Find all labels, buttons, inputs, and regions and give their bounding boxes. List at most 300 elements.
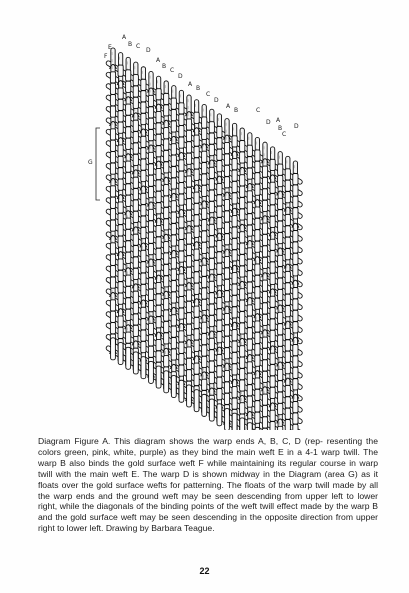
warp-float xyxy=(202,231,207,242)
warp-float xyxy=(232,387,237,398)
warp-float xyxy=(110,197,115,208)
warp-float xyxy=(255,389,260,400)
warp-float xyxy=(186,358,191,369)
warp-float xyxy=(217,320,222,331)
warp-float xyxy=(285,249,290,260)
warp-float xyxy=(133,97,138,108)
warp-float xyxy=(133,257,138,268)
warp-end xyxy=(202,394,207,416)
warp-float xyxy=(217,126,222,137)
warp-float xyxy=(209,144,214,155)
warp-float xyxy=(186,313,191,324)
warp-float xyxy=(118,111,123,122)
warp-float xyxy=(148,346,153,357)
warp-float xyxy=(232,181,237,192)
warp-float xyxy=(179,228,184,239)
warp-float xyxy=(232,398,237,409)
warp-float xyxy=(133,268,138,279)
warp-float xyxy=(179,217,184,228)
warp-float xyxy=(278,289,283,300)
warp-float xyxy=(240,175,245,186)
warp-float xyxy=(148,107,153,118)
warp-float xyxy=(217,263,222,274)
warp-float xyxy=(217,332,222,343)
warp-float xyxy=(118,168,123,179)
warp-float xyxy=(202,379,207,390)
warp-float xyxy=(224,325,229,336)
warp-float xyxy=(164,219,169,230)
warp-float xyxy=(133,234,138,245)
warp-float xyxy=(209,167,214,178)
warp-float xyxy=(126,161,131,172)
warp-float xyxy=(285,340,290,351)
warp-float xyxy=(247,248,252,259)
warp-float xyxy=(110,186,115,197)
warp-float xyxy=(179,114,184,125)
warp-float xyxy=(285,385,290,396)
warp-float xyxy=(194,329,199,340)
warp-float xyxy=(126,172,131,183)
warp-float xyxy=(255,287,260,298)
warp-end xyxy=(209,399,214,421)
warp-float xyxy=(262,280,267,291)
warp-float xyxy=(141,262,146,273)
warp-float xyxy=(240,369,245,380)
warp-float xyxy=(224,313,229,324)
warp-label-a-2: A xyxy=(156,57,161,64)
warp-float xyxy=(179,331,184,342)
warp-float xyxy=(278,346,283,357)
warp-float xyxy=(240,186,245,197)
warp-float xyxy=(240,266,245,277)
warp-float xyxy=(293,196,298,207)
warp-float xyxy=(247,305,252,316)
warp-float xyxy=(202,128,207,139)
warp-float xyxy=(262,223,267,234)
warp-float xyxy=(255,241,260,252)
warp-float xyxy=(126,81,131,92)
warp-float xyxy=(217,240,222,251)
warp-float xyxy=(224,348,229,359)
warp-label-d-top: D xyxy=(146,47,151,54)
warp-float xyxy=(293,401,298,412)
warp-label-c-top: C xyxy=(136,43,141,50)
warp-float xyxy=(247,225,252,236)
warp-float xyxy=(156,351,161,362)
warp-float xyxy=(118,88,123,99)
warp-label-d-3: D xyxy=(214,97,219,104)
warp-float xyxy=(278,255,283,266)
warp-float xyxy=(224,382,229,393)
warp-float xyxy=(232,307,237,318)
warp-float xyxy=(133,120,138,131)
warp-float xyxy=(270,216,275,227)
warp-float xyxy=(164,321,169,332)
warp-float xyxy=(232,227,237,238)
warp-float xyxy=(126,184,131,195)
warp-end xyxy=(255,427,260,430)
warp-float xyxy=(255,378,260,389)
warp-float xyxy=(148,118,153,129)
warp-float xyxy=(171,223,176,234)
warp-float xyxy=(232,193,237,204)
warp-float xyxy=(171,212,176,223)
warp-float xyxy=(262,257,267,268)
warp-end xyxy=(217,404,222,426)
warp-float xyxy=(232,295,237,306)
warp-float xyxy=(217,149,222,160)
warp-float xyxy=(262,394,267,405)
warp-float xyxy=(209,338,214,349)
warp-float xyxy=(141,319,146,330)
warp-float xyxy=(255,207,260,218)
warp-float xyxy=(247,271,252,282)
warp-float xyxy=(293,265,298,276)
warp-float xyxy=(171,280,176,291)
warp-float xyxy=(148,152,153,163)
warp-float xyxy=(209,315,214,326)
page-number: 22 xyxy=(199,566,210,576)
warp-float xyxy=(179,285,184,296)
warp-float xyxy=(232,136,237,147)
warp-float xyxy=(247,191,252,202)
warp-float xyxy=(118,225,123,236)
warp-float xyxy=(240,312,245,323)
warp-float xyxy=(209,293,214,304)
warp-float xyxy=(270,205,275,216)
warp-float xyxy=(293,299,298,310)
warp-float xyxy=(141,159,146,170)
warp-float xyxy=(202,117,207,128)
warp-float xyxy=(217,309,222,320)
warp-float xyxy=(262,200,267,211)
warp-float xyxy=(285,271,290,282)
warp-float xyxy=(247,157,252,168)
warp-float xyxy=(156,168,161,179)
warp-float xyxy=(118,156,123,167)
warp-float xyxy=(126,70,131,81)
warp-float xyxy=(209,236,214,247)
warp-end xyxy=(194,390,199,412)
warp-float xyxy=(126,104,131,115)
warp-float xyxy=(179,365,184,376)
warp-end xyxy=(133,352,138,374)
warp-float xyxy=(270,296,275,307)
warp-float xyxy=(179,342,184,353)
warp-float xyxy=(224,165,229,176)
warp-float xyxy=(194,374,199,385)
warp-float xyxy=(224,336,229,347)
warp-float xyxy=(110,311,115,322)
warp-float xyxy=(141,205,146,216)
warp-float xyxy=(133,314,138,325)
warp-float xyxy=(171,155,176,166)
warp-float xyxy=(164,150,169,161)
warp-float xyxy=(110,323,115,334)
warp-float xyxy=(278,232,283,243)
warp-float xyxy=(110,300,115,311)
warp-float xyxy=(293,242,298,253)
warp-float xyxy=(293,287,298,298)
warp-float xyxy=(156,89,161,100)
warp-float xyxy=(202,208,207,219)
warp-float xyxy=(186,301,191,312)
warp-float xyxy=(194,226,199,237)
warp-float xyxy=(209,304,214,315)
warp-float xyxy=(217,389,222,400)
warp-float xyxy=(118,327,123,338)
warp-float xyxy=(217,138,222,149)
warp-float xyxy=(240,323,245,334)
warp-float xyxy=(133,189,138,200)
warp-float xyxy=(118,145,123,156)
warp-float xyxy=(194,215,199,226)
warp-float xyxy=(293,413,298,424)
warp-end xyxy=(171,376,176,398)
warp-float xyxy=(186,187,191,198)
warp-float xyxy=(217,218,222,229)
warp-float xyxy=(133,325,138,336)
warp-float xyxy=(262,314,267,325)
warp-float xyxy=(118,65,123,76)
warp-float xyxy=(164,196,169,207)
warp-float xyxy=(209,281,214,292)
warp-float xyxy=(293,208,298,219)
warp-float xyxy=(118,122,123,133)
warp-float xyxy=(262,234,267,245)
warp-float xyxy=(118,202,123,213)
warp-label-d-4: D xyxy=(266,119,271,126)
warp-float xyxy=(224,234,229,245)
warp-float xyxy=(224,142,229,153)
warp-end xyxy=(187,385,192,407)
warp-float xyxy=(141,284,146,295)
warp-float xyxy=(217,366,222,377)
warp-float xyxy=(179,354,184,365)
warp-float xyxy=(240,289,245,300)
warp-float xyxy=(141,91,146,102)
warp-float xyxy=(240,357,245,368)
warp-float xyxy=(164,162,169,173)
warp-float xyxy=(255,275,260,286)
warp-float xyxy=(171,144,176,155)
area-g-bracket xyxy=(96,128,100,200)
warp-float xyxy=(262,303,267,314)
warp-float xyxy=(285,351,290,362)
warp-float xyxy=(164,93,169,104)
warp-float xyxy=(255,332,260,343)
warp-float xyxy=(240,403,245,414)
warp-float xyxy=(194,249,199,260)
warp-float xyxy=(186,142,191,153)
warp-float xyxy=(293,185,298,196)
warp-float xyxy=(217,206,222,217)
warp-float xyxy=(285,306,290,317)
warp-float xyxy=(194,363,199,374)
warp-float xyxy=(202,356,207,367)
warp-float xyxy=(110,163,115,174)
warp-float xyxy=(156,248,161,259)
warp-float xyxy=(278,335,283,346)
warp-float xyxy=(126,286,131,297)
warp-float xyxy=(133,200,138,211)
warp-float xyxy=(156,282,161,293)
warp-float xyxy=(278,403,283,414)
warp-float xyxy=(141,273,146,284)
warp-float xyxy=(164,253,169,264)
warp-float xyxy=(232,216,237,227)
warp-label-d-2: D xyxy=(178,73,183,80)
warp-float xyxy=(164,333,169,344)
warp-float xyxy=(148,244,153,255)
warp-float xyxy=(179,137,184,148)
warp-float xyxy=(156,146,161,157)
warp-float xyxy=(293,253,298,264)
warp-float xyxy=(240,141,245,152)
warp-float xyxy=(126,229,131,240)
warp-float xyxy=(141,102,146,113)
warp-float xyxy=(179,103,184,114)
warp-label-a-3: A xyxy=(188,81,193,88)
warp-float xyxy=(156,191,161,202)
warp-float xyxy=(179,251,184,262)
warp-float xyxy=(224,222,229,233)
warp-float xyxy=(255,264,260,275)
warp-float xyxy=(133,154,138,165)
warp-float xyxy=(232,250,237,261)
warp-float xyxy=(270,330,275,341)
warp-float xyxy=(133,86,138,97)
warp-float xyxy=(118,316,123,327)
warp-float xyxy=(270,387,275,398)
warp-float xyxy=(164,207,169,218)
warp-float xyxy=(164,242,169,253)
warp-float xyxy=(202,265,207,276)
warp-float xyxy=(232,170,237,181)
warp-float xyxy=(110,83,115,94)
warp-float xyxy=(285,237,290,248)
figure-caption xyxy=(38,436,378,534)
warp-float xyxy=(270,239,275,250)
warp-float xyxy=(240,300,245,311)
warp-float xyxy=(224,291,229,302)
warp-label-a-5: A xyxy=(276,117,281,124)
warp-float xyxy=(247,328,252,339)
warp-float xyxy=(156,305,161,316)
warp-float xyxy=(141,216,146,227)
warp-end xyxy=(179,380,184,402)
warp-float xyxy=(171,349,176,360)
warp-float xyxy=(126,218,131,229)
warp-float xyxy=(156,294,161,305)
warp-label-a-4: A xyxy=(226,103,231,110)
warp-label-b-top: B xyxy=(128,41,133,48)
weft-label-f: F xyxy=(104,53,108,60)
warp-float xyxy=(110,152,115,163)
warp-float xyxy=(232,159,237,170)
warp-float xyxy=(209,350,214,361)
warp-float xyxy=(285,180,290,191)
warp-float xyxy=(179,183,184,194)
warp-float xyxy=(133,75,138,86)
warp-float xyxy=(186,176,191,187)
warp-float xyxy=(262,177,267,188)
warp-end xyxy=(225,409,230,430)
warp-float xyxy=(278,426,283,430)
warp-float xyxy=(186,244,191,255)
warp-float xyxy=(186,290,191,301)
warp-float xyxy=(209,372,214,383)
warp-float xyxy=(270,376,275,387)
warp-float xyxy=(110,72,115,83)
warp-float xyxy=(118,282,123,293)
warp-float xyxy=(118,99,123,110)
warp-float xyxy=(141,250,146,261)
warp-label-b-4: B xyxy=(234,107,239,114)
warp-float xyxy=(232,352,237,363)
warp-end xyxy=(156,366,161,388)
warp-float xyxy=(171,315,176,326)
warp-float xyxy=(126,127,131,138)
warp-float xyxy=(156,111,161,122)
warp-float xyxy=(148,187,153,198)
warp-float xyxy=(156,225,161,236)
warp-float xyxy=(255,173,260,184)
warp-float xyxy=(141,193,146,204)
warp-float xyxy=(278,312,283,323)
warp-float xyxy=(110,277,115,288)
warp-float xyxy=(126,138,131,149)
warp-float xyxy=(164,276,169,287)
warp-float xyxy=(194,203,199,214)
warp-float xyxy=(186,347,191,358)
warp-float xyxy=(202,242,207,253)
warp-float xyxy=(186,119,191,130)
warp-float xyxy=(262,337,267,348)
warp-float xyxy=(126,309,131,320)
warp-float xyxy=(209,361,214,372)
warp-float xyxy=(194,272,199,283)
warp-float xyxy=(285,408,290,419)
warp-float xyxy=(293,356,298,367)
warp-float xyxy=(171,201,176,212)
warp-float xyxy=(156,123,161,134)
warp-float xyxy=(232,341,237,352)
warp-float xyxy=(148,164,153,175)
warp-float xyxy=(217,183,222,194)
warp-float xyxy=(285,397,290,408)
warp-float xyxy=(240,380,245,391)
warp-float xyxy=(148,335,153,346)
warp-end xyxy=(111,338,116,360)
warp-float xyxy=(110,220,115,231)
warp-float xyxy=(285,283,290,294)
warp-float xyxy=(293,424,298,430)
warp-float xyxy=(110,209,115,220)
warp-float xyxy=(141,341,146,352)
warp-float xyxy=(194,169,199,180)
warp-float xyxy=(270,353,275,364)
warp-float xyxy=(255,150,260,161)
warp-float xyxy=(186,370,191,381)
warp-float xyxy=(118,293,123,304)
caption-text: Diagram Figure A. This diagram shows the warp ends A, B, C, D (rep- resenting the colors green, pink, white, purple) as they bind the main weft E in a 4-1 warp twill. The warp B also binds the gold surface weft F while maintaining its regular course in warp twill with the main weft E. The warp D is shown midway in the Diagram (area G) as it floats over the gold surface wefts for patterning. The floats of the warp twill made by all the warp ends and the ground weft may be seen descending from upper left to lower right, while the diagonals of the binding points of the weft twill effect made by the warp B and the gold surface weft may be seen descending in the opposite direction from upper right to lower left. Drawing by Barbara Teague. xyxy=(38,436,378,534)
warp-label-c-2: C xyxy=(170,67,175,74)
warp-float xyxy=(194,340,199,351)
warp-float xyxy=(202,288,207,299)
warp-float xyxy=(118,236,123,247)
warp-float xyxy=(202,299,207,310)
